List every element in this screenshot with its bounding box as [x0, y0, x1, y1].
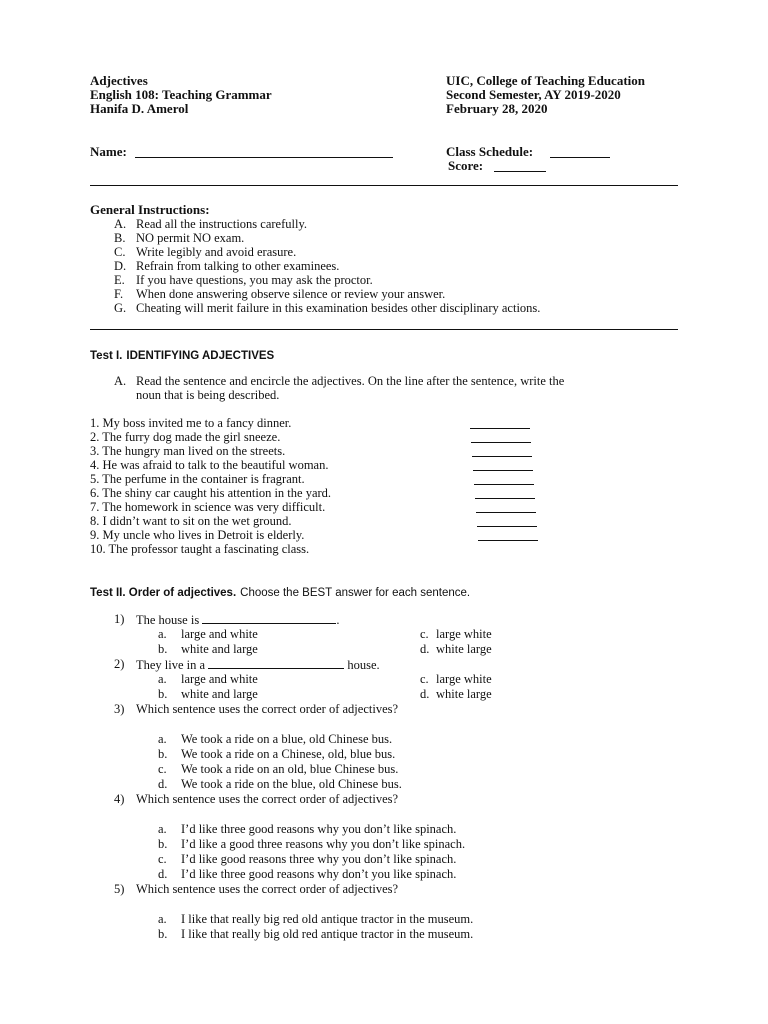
option-letter: d. [158, 777, 168, 791]
question-number: 2) [114, 657, 125, 671]
option-letter: c. [420, 672, 429, 686]
option-text[interactable]: white large [436, 642, 492, 656]
option-letter: d. [420, 642, 430, 656]
instruction-letter: G. [114, 301, 127, 315]
question-text: Which sentence uses the correct order of adjectives? [136, 702, 399, 716]
test1-item: 4. He was afraid to talk to the beautiful woman. [90, 458, 329, 472]
option-text[interactable]: large and white [181, 672, 258, 686]
option-text[interactable]: I’d like three good reasons why don’t you like spinach. [181, 867, 457, 881]
instruction-text: Refrain from talking to other examinees. [136, 259, 340, 273]
option-letter: b. [158, 837, 168, 851]
name-label: Name: [90, 144, 127, 159]
option-text[interactable]: large and white [181, 627, 258, 641]
test1-item: 7. The homework in science was very difficult. [90, 500, 326, 514]
instruction-letter: B. [114, 231, 126, 245]
instruction-text: If you have questions, you may ask the proctor. [136, 273, 373, 287]
instruction-letter: C. [114, 245, 126, 259]
option-letter: b. [158, 747, 168, 761]
instruction-letter: A. [114, 217, 127, 231]
name-blank[interactable] [135, 157, 393, 158]
test1-item: 10. The professor taught a fascinating class. [90, 542, 310, 556]
question-number: 3) [114, 702, 125, 716]
test1-prefix: Test I. [90, 350, 123, 362]
question-number: 4) [114, 792, 125, 806]
option-text[interactable]: We took a ride on the blue, old Chinese bus. [181, 777, 402, 791]
instruction-letter: E. [114, 273, 125, 287]
test1-instr-line1: Read the sentence and encircle the adjectives. On the line after the sentence, write the [136, 374, 565, 388]
option-letter: a. [158, 672, 167, 686]
instruction-text: Read all the instructions carefully. [136, 217, 308, 231]
answer-blank[interactable] [470, 428, 530, 429]
score-label: Score: [448, 158, 484, 173]
header-semester: Second Semester, AY 2019-2020 [446, 87, 621, 102]
test1-heading [90, 346, 274, 364]
option-text[interactable]: I’d like three good reasons why you don’t like spinach. [181, 822, 457, 836]
option-text[interactable]: I like that really big red old antique tractor in the museum. [181, 912, 474, 926]
option-letter: b. [158, 642, 168, 656]
question-stem [136, 657, 380, 672]
option-text[interactable]: white and large [181, 642, 258, 656]
option-letter: d. [158, 867, 168, 881]
test2-instruction: Choose the BEST answer for each sentence. [240, 587, 471, 599]
fill-blank[interactable] [202, 612, 336, 624]
answer-blank[interactable] [478, 540, 538, 541]
option-letter: a. [158, 732, 167, 746]
option-text[interactable]: I like that really big old red antique tractor in the museum. [181, 927, 474, 941]
option-text[interactable]: white large [436, 687, 492, 701]
option-letter: a. [158, 822, 167, 836]
test2-title: Test II. Order of adjectives. [90, 587, 237, 599]
option-text[interactable]: We took a ride on a blue, old Chinese bus. [181, 732, 393, 746]
option-text[interactable]: I’d like a good three reasons why you don’t like spinach. [181, 837, 466, 851]
question-text: The house is [136, 613, 200, 627]
answer-blank[interactable] [473, 470, 533, 471]
question-text: Which sentence uses the correct order of adjectives? [136, 882, 399, 896]
header-topic: Adjectives [90, 73, 148, 88]
instruction-text: Write legibly and avoid erasure. [136, 245, 297, 259]
instruction-letter: D. [114, 259, 127, 273]
header-course: English 108: Teaching Grammar [90, 87, 272, 102]
option-letter: c. [158, 762, 167, 776]
schedule-blank[interactable] [550, 157, 610, 158]
option-text[interactable]: We took a ride on a Chinese, old, blue bus. [181, 747, 396, 761]
option-text[interactable]: large white [436, 672, 492, 686]
option-letter: c. [420, 627, 429, 641]
option-letter: a. [158, 912, 167, 926]
test1-item: 9. My uncle who lives in Detroit is elderly. [90, 528, 305, 542]
option-text[interactable]: large white [436, 627, 492, 641]
fill-blank[interactable] [208, 657, 344, 669]
divider [90, 185, 678, 186]
question-number: 1) [114, 612, 125, 626]
test1-instr-line2: noun that is being described. [136, 388, 280, 402]
question-text: Which sentence uses the correct order of adjectives? [136, 792, 399, 806]
test1-item: 5. The perfume in the container is fragrant. [90, 472, 305, 486]
answer-blank[interactable] [477, 526, 537, 527]
answer-blank[interactable] [476, 512, 536, 513]
schedule-label: Class Schedule: [446, 144, 534, 159]
option-letter: a. [158, 627, 167, 641]
answer-blank[interactable] [474, 484, 534, 485]
instruction-text: NO permit NO exam. [136, 231, 245, 245]
test1-instr-letter: A. [114, 374, 127, 388]
test1-item: 6. The shiny car caught his attention in the yard. [90, 486, 332, 500]
answer-blank[interactable] [471, 442, 531, 443]
option-text[interactable]: white and large [181, 687, 258, 701]
test1-item: 1. My boss invited me to a fancy dinner. [90, 416, 292, 430]
option-letter: b. [158, 687, 168, 701]
option-letter: b. [158, 927, 168, 941]
header-date: February 28, 2020 [446, 101, 548, 116]
divider [90, 329, 678, 330]
option-text[interactable]: I’d like good reasons three why you don’t like spinach. [181, 852, 457, 866]
header-instructor: Hanifa D. Amerol [90, 101, 189, 116]
score-blank[interactable] [494, 171, 546, 172]
question-text: They live in a [136, 658, 206, 672]
test2-heading [90, 583, 470, 601]
test1-item: 3. The hungry man lived on the streets. [90, 444, 286, 458]
option-text[interactable]: We took a ride on an old, blue Chinese bus. [181, 762, 399, 776]
answer-blank[interactable] [472, 456, 532, 457]
question-stem [136, 612, 339, 627]
instruction-letter: F. [114, 287, 124, 301]
option-letter: d. [420, 687, 430, 701]
header-school: UIC, College of Teaching Education [446, 73, 645, 88]
question-text: house. [347, 658, 380, 672]
instructions-title: General Instructions: [90, 202, 210, 217]
test1-item: 8. I didn’t want to sit on the wet ground. [90, 514, 292, 528]
instruction-text: When done answering observe silence or review your answer. [136, 287, 446, 301]
test1-title: IDENTIFYING ADJECTIVES [126, 350, 275, 362]
answer-blank[interactable] [475, 498, 535, 499]
test1-item: 2. The furry dog made the girl sneeze. [90, 430, 281, 444]
option-letter: c. [158, 852, 167, 866]
question-number: 5) [114, 882, 125, 896]
instruction-text: Cheating will merit failure in this examination besides other disciplinary actions. [136, 301, 541, 315]
question-text: . [336, 613, 340, 627]
